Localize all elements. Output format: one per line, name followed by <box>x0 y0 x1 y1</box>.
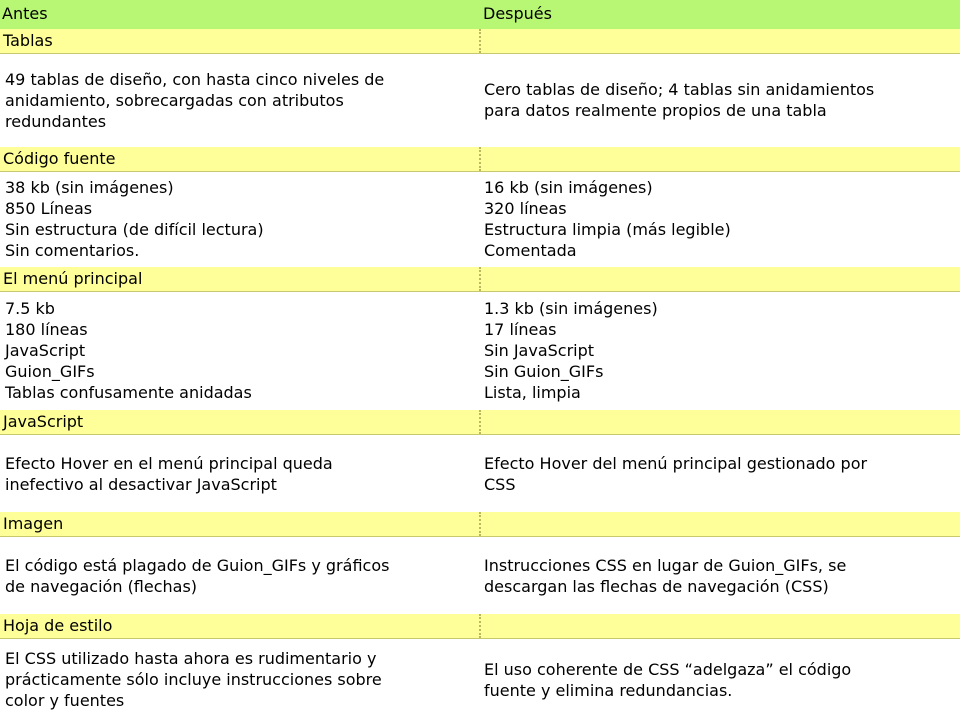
text-line: Comentada <box>484 241 577 260</box>
text-line: Sin JavaScript <box>484 340 595 360</box>
section-row-tablas <box>0 29 960 54</box>
text-line: Efecto Hover del menú principal gestionado por <box>484 453 868 473</box>
text-line: Cero tablas de diseño; 4 tablas sin anidamientos <box>484 80 875 99</box>
text-line: El uso coherente de CSS “adelgaza” el código <box>484 659 852 679</box>
text-line: CSS <box>484 474 516 494</box>
text-line: Sin Guion_GIFs <box>484 361 604 381</box>
content-row-javascript <box>0 435 960 512</box>
text-line: Efecto Hover en el menú principal queda <box>5 453 333 473</box>
text-line: Instrucciones CSS en lugar de Guion_GIFs, se <box>484 555 847 575</box>
text-line: 7.5 kb <box>5 298 55 318</box>
text-line: 38 kb (sin imágenes) <box>5 178 174 197</box>
section-title: Hoja de estilo <box>0 614 481 638</box>
content-row-codigo-fuente <box>0 172 960 266</box>
text-line: 180 líneas <box>5 319 88 339</box>
text-line: JavaScript <box>5 340 86 360</box>
content-row-menu-principal <box>0 292 960 408</box>
header-row <box>0 0 960 29</box>
text-line: 17 líneas <box>484 319 557 339</box>
section-title-empty <box>481 267 960 291</box>
text-line: 1.3 kb (sin imágenes) <box>484 298 658 318</box>
section-row-hoja-de-estilo <box>0 614 960 639</box>
text-line: prácticamente sólo incluye instrucciones sobre <box>5 670 382 689</box>
section-title-empty <box>481 614 960 638</box>
section-title: Código fuente <box>0 147 481 171</box>
text-line: 320 líneas <box>484 199 567 218</box>
text-line: fuente y elimina redundancias. <box>484 680 733 700</box>
text-line: El código está plagado de Guion_GIFs y gráficos <box>5 555 390 575</box>
section-row-codigo-fuente <box>0 147 960 172</box>
text-line: de navegación (flechas) <box>5 576 198 596</box>
text-line: 49 tablas de diseño, con hasta cinco niveles de <box>5 69 385 89</box>
after-cell <box>481 639 960 720</box>
text-line: Estructura limpia (más legible) <box>484 220 731 239</box>
before-cell <box>0 292 481 408</box>
before-cell <box>0 537 481 614</box>
section-title-empty <box>481 512 960 536</box>
text-line: para datos realmente propios de una tabla <box>484 101 827 120</box>
section-title: Imagen <box>0 512 481 536</box>
after-cell <box>481 54 960 146</box>
section-row-imagen <box>0 512 960 537</box>
after-cell <box>481 435 960 512</box>
section-title: El menú principal <box>0 267 481 291</box>
section-title: JavaScript <box>0 410 481 434</box>
after-cell <box>481 292 960 408</box>
text-line: Guion_GIFs <box>5 361 95 381</box>
after-cell <box>481 172 960 266</box>
text-line: inefectivo al desactivar JavaScript <box>5 474 277 494</box>
text-line: Sin comentarios. <box>5 241 140 260</box>
text-line: El CSS utilizado hasta ahora es rudimentario y <box>5 649 377 668</box>
text-line: 850 Líneas <box>5 199 93 218</box>
header-after: Después <box>483 4 552 23</box>
content-row-imagen <box>0 537 960 614</box>
header-before: Antes <box>2 4 48 23</box>
before-cell <box>0 54 481 146</box>
section-title: Tablas <box>0 29 481 53</box>
content-row-hoja-de-estilo <box>0 639 960 720</box>
section-title-empty <box>481 410 960 434</box>
section-row-javascript <box>0 410 960 435</box>
text-line: color y fuentes <box>5 691 125 710</box>
text-line: anidamiento, sobrecargadas con atributos <box>5 90 344 110</box>
text-line: descargan las flechas de navegación (CSS) <box>484 576 829 596</box>
before-cell <box>0 172 481 266</box>
text-line: Sin estructura (de difícil lectura) <box>5 220 264 239</box>
section-row-menu-principal <box>0 267 960 292</box>
section-title-empty <box>481 29 960 53</box>
content-row-tablas <box>0 54 960 146</box>
text-line: Lista, limpia <box>484 382 581 402</box>
section-title-empty <box>481 147 960 171</box>
before-cell <box>0 639 481 720</box>
after-cell <box>481 537 960 614</box>
text-line: redundantes <box>5 111 107 131</box>
before-cell <box>0 435 481 512</box>
text-line: 16 kb (sin imágenes) <box>484 178 653 197</box>
text-line: Tablas confusamente anidadas <box>5 382 252 402</box>
